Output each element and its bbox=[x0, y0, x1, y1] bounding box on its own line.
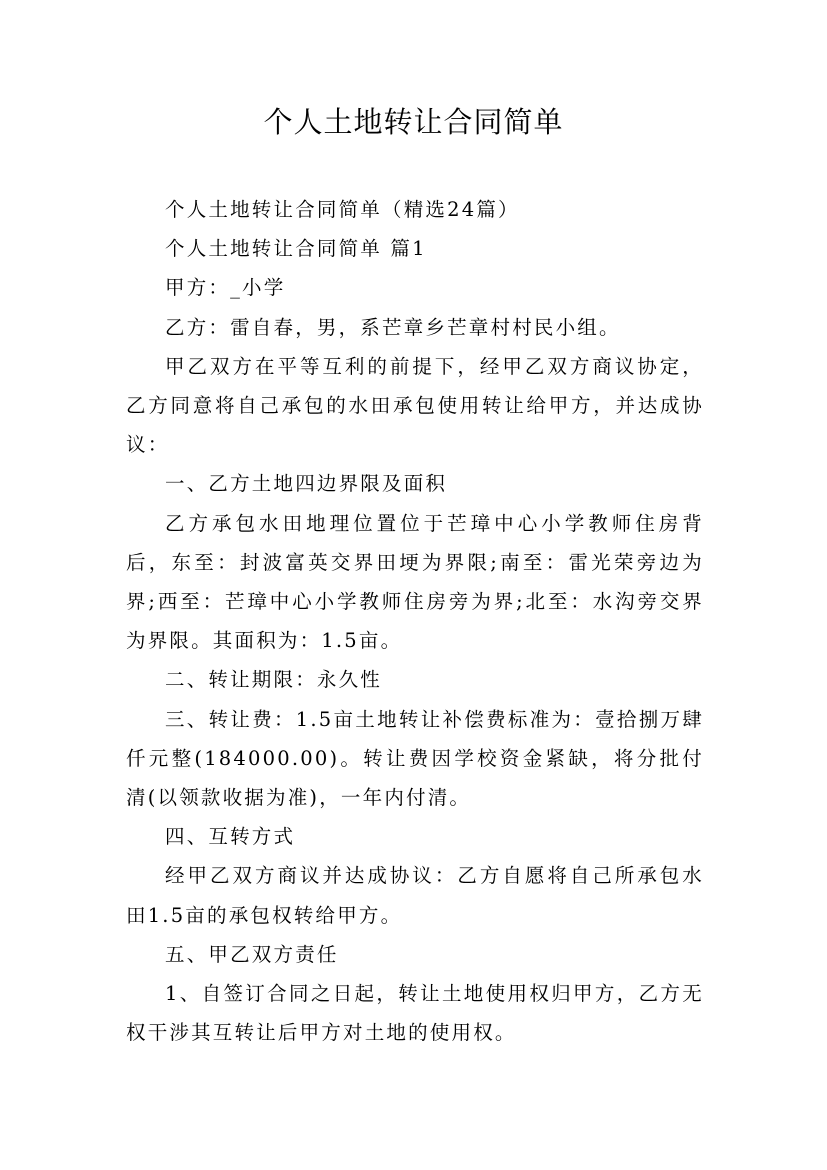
paragraph-subtitle: 个人土地转让合同简单（精选24篇） bbox=[165, 198, 520, 221]
paragraph-clause-1-heading: 一、乙方土地四边界限及面积 bbox=[165, 472, 448, 496]
document-title: 个人土地转让合同简单 bbox=[263, 105, 564, 139]
document-body bbox=[126, 190, 704, 1052]
paragraph-preamble: 甲乙双方在平等互利的前提下，经甲乙双方商议协定，乙方同意将自己承包的水田承包使用转让给甲方，并达成协议： bbox=[126, 354, 704, 457]
paragraph-party-a: 甲方：_小学 bbox=[165, 276, 286, 300]
paragraph-clause-4-body: 经甲乙双方商议并达成协议：乙方自愿将自己所承包水田1.5亩的承包权转给甲方。 bbox=[126, 864, 704, 927]
paragraph-clause-5-item-1: 1、自签订合同之日起，转让土地使用权归甲方，乙方无权干涉其互转让后甲方对土地的使用权。 bbox=[126, 982, 704, 1045]
paragraph-clause-1-body: 乙方承包水田地理位置位于芒璋中心小学教师住房背后，东至：封波富英交界田埂为界限;南至：雷光荣旁边为界;西至：芒璋中心小学教师住房旁为界;北至：水沟旁交界为界限。其面积为：1.5亩。 bbox=[126, 511, 704, 653]
paragraph-clause-4-heading: 四、互转方式 bbox=[165, 825, 296, 849]
paragraph-section-heading: 个人土地转让合同简单 篇1 bbox=[165, 237, 427, 261]
paragraph-clause-3: 三、转让费：1.5亩土地转让补偿费标准为：壹拾捌万肆仟元整(184000.00)。转让费因学校资金紧缺，将分批付清(以领款收据为准)，一年内付清。 bbox=[126, 707, 704, 810]
paragraph-party-b: 乙方：雷自春，男，系芒章乡芒章村村民小组。 bbox=[165, 315, 621, 339]
paragraph-clause-5-heading: 五、甲乙双方责任 bbox=[165, 942, 339, 966]
paragraph-clause-2: 二、转让期限：永久性 bbox=[165, 668, 383, 692]
